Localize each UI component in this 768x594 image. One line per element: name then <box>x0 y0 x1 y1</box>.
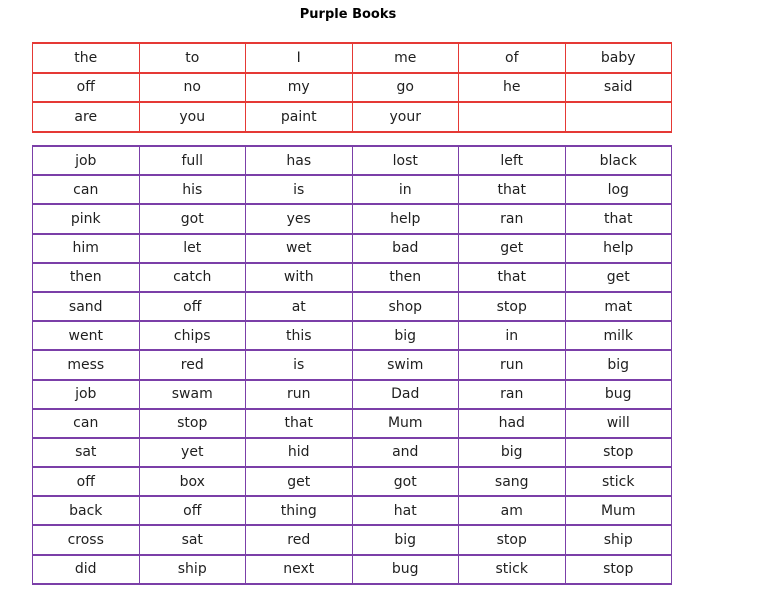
word-cell: I <box>246 43 353 73</box>
word-cell: ran <box>459 204 566 233</box>
table-row <box>33 555 672 584</box>
table-row <box>33 438 672 467</box>
word-cell: you <box>139 102 246 132</box>
word-cell: lost <box>352 146 459 175</box>
word-cell: me <box>352 43 459 73</box>
word-cell: stop <box>565 555 672 584</box>
table-row <box>33 73 672 103</box>
word-cell: that <box>246 409 353 438</box>
word-cell <box>565 102 672 132</box>
word-cell: red <box>139 350 246 379</box>
table-row <box>33 350 672 379</box>
word-cell: go <box>352 73 459 103</box>
word-cell: Mum <box>352 409 459 438</box>
word-cell: thing <box>246 496 353 525</box>
word-cell: stop <box>139 409 246 438</box>
word-cell: get <box>565 263 672 292</box>
word-cell: then <box>352 263 459 292</box>
word-cell: get <box>246 467 353 496</box>
word-cell: milk <box>565 321 672 350</box>
table-row <box>33 467 672 496</box>
word-cell: chips <box>139 321 246 350</box>
word-cell: hat <box>352 496 459 525</box>
word-cell <box>459 102 566 132</box>
word-cell: job <box>33 380 140 409</box>
red-word-table <box>32 42 672 133</box>
word-cell: his <box>139 175 246 204</box>
word-cell: is <box>246 350 353 379</box>
word-cell: next <box>246 555 353 584</box>
word-cell: and <box>352 438 459 467</box>
word-cell: at <box>246 292 353 321</box>
word-cell: stick <box>565 467 672 496</box>
word-cell: off <box>139 292 246 321</box>
word-cell: can <box>33 175 140 204</box>
word-cell: off <box>139 496 246 525</box>
word-cell: got <box>352 467 459 496</box>
word-cell: run <box>459 350 566 379</box>
word-cell: baby <box>565 43 672 73</box>
word-cell: big <box>459 438 566 467</box>
word-cell: get <box>459 234 566 263</box>
word-cell: stop <box>565 438 672 467</box>
word-cell: left <box>459 146 566 175</box>
word-cell: shop <box>352 292 459 321</box>
word-cell: did <box>33 555 140 584</box>
table-row <box>33 234 672 263</box>
word-cell: in <box>352 175 459 204</box>
word-cell: ship <box>565 525 672 554</box>
word-cell: got <box>139 204 246 233</box>
word-cell: him <box>33 234 140 263</box>
word-cell: this <box>246 321 353 350</box>
word-cell: sat <box>139 525 246 554</box>
table-row <box>33 409 672 438</box>
table-row <box>33 175 672 204</box>
word-cell: sang <box>459 467 566 496</box>
word-cell: to <box>139 43 246 73</box>
word-cell: paint <box>246 102 353 132</box>
word-cell: big <box>352 525 459 554</box>
word-cell: your <box>352 102 459 132</box>
word-cell: has <box>246 146 353 175</box>
table-row <box>33 204 672 233</box>
word-cell: can <box>33 409 140 438</box>
purple-word-table <box>32 145 672 585</box>
word-cell: had <box>459 409 566 438</box>
word-cell: swim <box>352 350 459 379</box>
word-cell: yes <box>246 204 353 233</box>
word-cell: said <box>565 73 672 103</box>
word-cell: big <box>565 350 672 379</box>
word-cell: big <box>352 321 459 350</box>
word-cell: bad <box>352 234 459 263</box>
word-cell: that <box>565 204 672 233</box>
word-cell: stop <box>459 292 566 321</box>
table-row <box>33 292 672 321</box>
word-cell: went <box>33 321 140 350</box>
word-cell: mess <box>33 350 140 379</box>
word-cell: in <box>459 321 566 350</box>
table-row <box>33 496 672 525</box>
table-row <box>33 146 672 175</box>
word-cell: log <box>565 175 672 204</box>
word-cell: stop <box>459 525 566 554</box>
word-cell: then <box>33 263 140 292</box>
word-cell: off <box>33 73 140 103</box>
word-cell: sand <box>33 292 140 321</box>
word-cell: swam <box>139 380 246 409</box>
word-cell: pink <box>33 204 140 233</box>
table-row <box>33 43 672 73</box>
word-cell: no <box>139 73 246 103</box>
table-row <box>33 263 672 292</box>
red-word-table-body <box>33 43 672 132</box>
word-cell: mat <box>565 292 672 321</box>
word-cell: stick <box>459 555 566 584</box>
word-cell: am <box>459 496 566 525</box>
word-cell: my <box>246 73 353 103</box>
word-cell: cross <box>33 525 140 554</box>
word-cell: Dad <box>352 380 459 409</box>
word-cell: hid <box>246 438 353 467</box>
word-cell: help <box>352 204 459 233</box>
word-cell: help <box>565 234 672 263</box>
word-cell: wet <box>246 234 353 263</box>
word-cell: yet <box>139 438 246 467</box>
word-cell: of <box>459 43 566 73</box>
word-cell: run <box>246 380 353 409</box>
word-cell: are <box>33 102 140 132</box>
word-cell: that <box>459 175 566 204</box>
word-cell: is <box>246 175 353 204</box>
word-cell: with <box>246 263 353 292</box>
word-cell: that <box>459 263 566 292</box>
word-cell: red <box>246 525 353 554</box>
word-cell: sat <box>33 438 140 467</box>
word-cell: Mum <box>565 496 672 525</box>
word-cell: bug <box>565 380 672 409</box>
word-cell: box <box>139 467 246 496</box>
table-row <box>33 525 672 554</box>
word-cell: bug <box>352 555 459 584</box>
word-cell: the <box>33 43 140 73</box>
table-row <box>33 380 672 409</box>
purple-word-table-body <box>33 146 672 584</box>
word-cell: full <box>139 146 246 175</box>
word-cell: off <box>33 467 140 496</box>
word-cell: back <box>33 496 140 525</box>
word-cell: black <box>565 146 672 175</box>
page-title: Purple Books <box>299 7 397 22</box>
word-cell: he <box>459 73 566 103</box>
word-cell: ran <box>459 380 566 409</box>
table-row <box>33 102 672 132</box>
word-cell: will <box>565 409 672 438</box>
word-cell: ship <box>139 555 246 584</box>
word-cell: let <box>139 234 246 263</box>
table-row <box>33 321 672 350</box>
word-cell: catch <box>139 263 246 292</box>
word-cell: job <box>33 146 140 175</box>
